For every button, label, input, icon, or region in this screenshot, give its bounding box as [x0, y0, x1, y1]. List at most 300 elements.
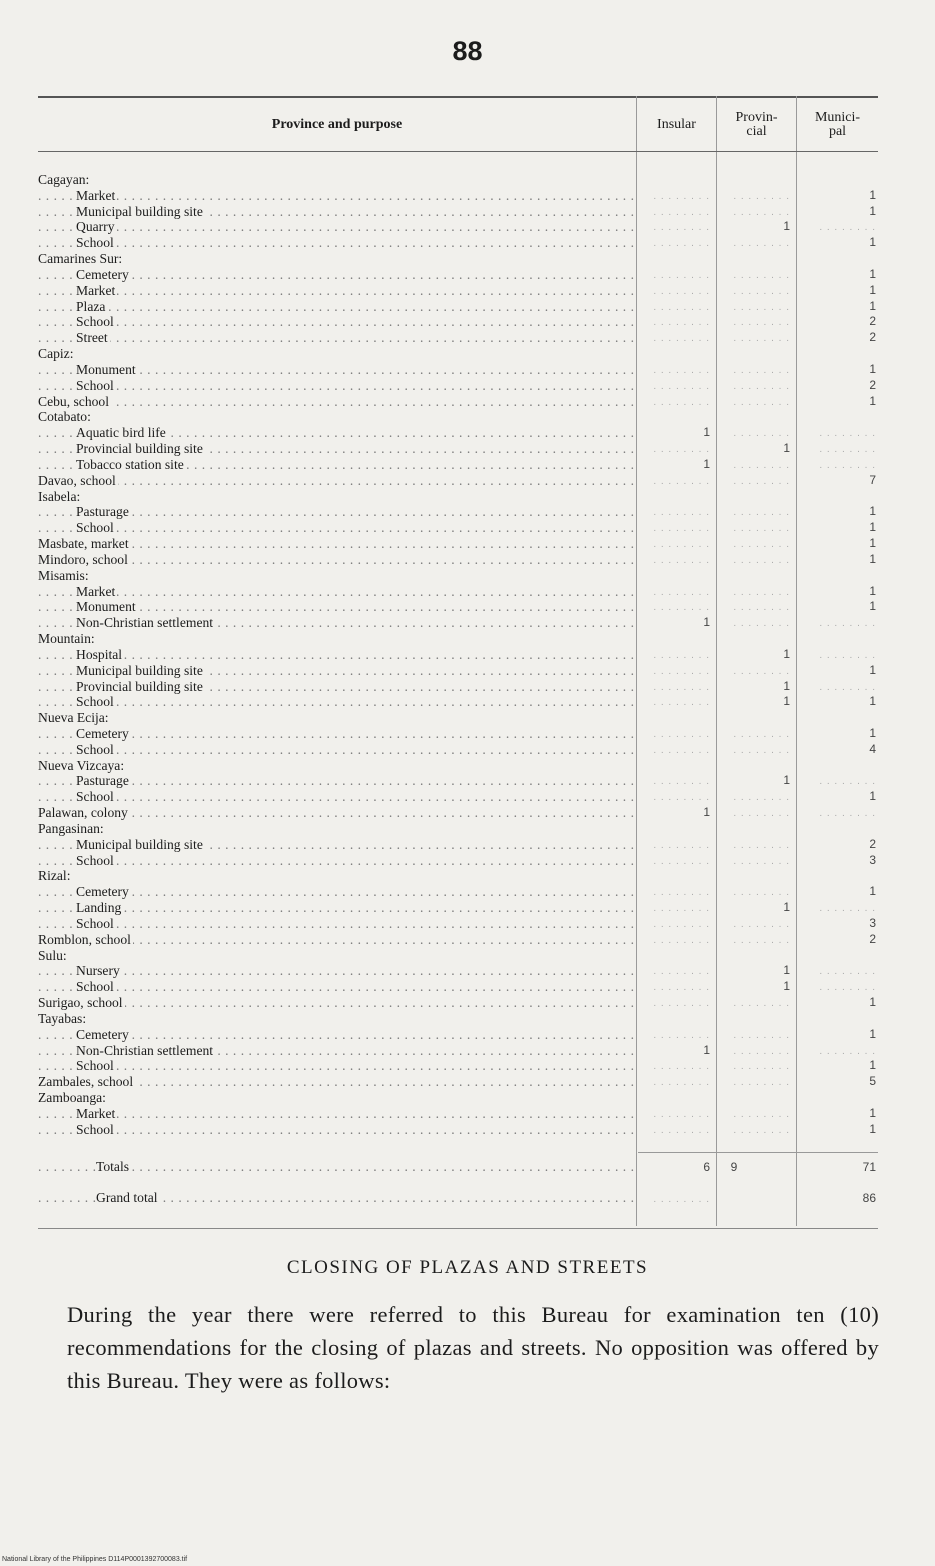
table-row — [38, 789, 878, 805]
row-label: Municipal building site — [76, 836, 203, 852]
row-label-cell — [38, 1074, 634, 1090]
cell-insular: . . . . . . . . — [653, 855, 710, 867]
row-label: Municipal building site — [76, 662, 203, 678]
row-label: Masbate, market — [38, 536, 129, 552]
cell-municipal: 1 — [869, 187, 876, 202]
cell-municipal: 2 — [869, 330, 876, 345]
cell-provincial: . . . . . . . . — [733, 554, 790, 566]
cell-insular: . . . . . . . . — [653, 681, 710, 693]
cell-insular: 1 — [703, 805, 710, 820]
cell-insular: . . . . . . . . — [653, 523, 710, 535]
cell-insular: . . . . . . . . — [653, 1108, 710, 1120]
table-row — [38, 520, 878, 536]
row-label-cell — [38, 758, 634, 774]
row-label: School — [76, 979, 114, 995]
cell-municipal: 1 — [869, 694, 876, 709]
row-label-cell — [38, 504, 634, 520]
cell-insular: . . . . . . . . — [653, 998, 710, 1010]
cell-municipal: 1 — [869, 1026, 876, 1041]
cell-provincial: . . . . . . . . — [733, 539, 790, 551]
header-provincial-line2: cial — [746, 124, 767, 139]
cell-insular: . . . . . . . . — [653, 792, 710, 804]
cell-provincial: . . . . . . . . — [733, 934, 790, 946]
row-label-cell — [38, 1011, 634, 1027]
cell-provincial: 1 — [783, 441, 790, 456]
table-row — [38, 1027, 878, 1043]
table-row — [38, 837, 878, 853]
row-label-cell — [38, 362, 634, 378]
table-row — [38, 1090, 878, 1106]
cell-municipal: 2 — [869, 836, 876, 851]
cell-municipal: 1 — [869, 995, 876, 1010]
table-row — [38, 979, 878, 995]
cell-insular: . . . . . . . . — [653, 1124, 710, 1136]
row-label-cell — [38, 204, 634, 220]
row-label-cell — [38, 710, 634, 726]
cell-insular: . . . . . . . . — [653, 238, 710, 250]
header-province-label: Province and purpose — [271, 117, 403, 132]
table-row — [38, 1122, 878, 1138]
row-label: Quarry — [76, 219, 115, 235]
row-label-cell — [38, 1122, 634, 1138]
row-label-cell — [38, 821, 634, 837]
table-row — [38, 267, 878, 283]
cell-provincial: . . . . . . . . — [733, 238, 790, 250]
table-row — [38, 599, 878, 615]
cell-municipal: . . . . . . . . — [819, 1045, 876, 1057]
cell-municipal: 1 — [869, 662, 876, 677]
totals-provincial: 9 — [730, 1160, 738, 1174]
table-row — [38, 219, 878, 235]
row-label-cell — [38, 1027, 634, 1043]
row-label: School — [76, 314, 114, 330]
row-label-cell — [38, 1043, 634, 1059]
cell-provincial: . . . . . . . . — [733, 1045, 790, 1057]
cell-provincial: . . . . . . . . — [733, 507, 790, 519]
row-label-cell — [38, 283, 634, 299]
cell-municipal: 1 — [869, 884, 876, 899]
row-label-cell — [38, 441, 634, 457]
cell-municipal: . . . . . . . . — [819, 903, 876, 915]
row-label: Market — [76, 187, 116, 203]
table-row — [38, 314, 878, 330]
cell-municipal: . . . . . . . . — [819, 681, 876, 693]
table-row — [38, 425, 878, 441]
row-label-cell — [38, 694, 634, 710]
cell-insular: . . . . . . . . — [653, 903, 710, 915]
row-label: Cebu, school — [38, 393, 109, 409]
row-label: School — [76, 520, 114, 536]
row-label: Tobacco station site — [76, 456, 184, 472]
cell-municipal: . . . . . . . . — [819, 966, 876, 978]
cell-municipal: 2 — [869, 314, 876, 329]
cell-insular: . . . . . . . . — [653, 665, 710, 677]
table-row — [38, 1043, 878, 1059]
cell-provincial: . . . . . . . . — [733, 1029, 790, 1041]
cell-municipal: 1 — [869, 789, 876, 804]
table-row — [38, 742, 878, 758]
row-label: School — [76, 741, 114, 757]
cell-provincial: . . . . . . . . — [733, 523, 790, 535]
row-label-cell — [38, 726, 634, 742]
cell-provincial: 1 — [783, 694, 790, 709]
table-row — [38, 172, 878, 188]
table-row — [38, 948, 878, 964]
cell-insular: 1 — [703, 1042, 710, 1057]
row-label-cell — [38, 314, 634, 330]
row-label: Cemetery — [76, 725, 129, 741]
cell-provincial: . . . . . . . . — [733, 665, 790, 677]
cell-insular: . . . . . . . . — [653, 918, 710, 930]
header-insular — [637, 100, 716, 150]
row-label-cell — [38, 568, 634, 584]
row-label: Cagayan: — [38, 172, 90, 187]
row-label-cell — [38, 267, 634, 283]
row-label: Plaza — [76, 298, 106, 314]
table-row — [38, 726, 878, 742]
header-municipal-line2: pal — [828, 124, 847, 139]
table-body — [38, 172, 878, 1138]
table-row — [38, 900, 878, 916]
table-row — [38, 394, 878, 410]
cell-provincial: 1 — [783, 646, 790, 661]
cell-municipal: 3 — [869, 915, 876, 930]
row-label: School — [76, 1058, 114, 1074]
cell-provincial: 1 — [783, 678, 790, 693]
row-label-cell — [38, 679, 634, 695]
row-label-cell — [38, 457, 634, 473]
row-label-cell — [38, 742, 634, 758]
table-row — [38, 821, 878, 837]
cell-provincial: 1 — [783, 219, 790, 234]
row-label: School — [76, 377, 114, 393]
table-row — [38, 805, 878, 821]
cell-municipal: 1 — [869, 203, 876, 218]
cell-provincial: . . . . . . . . — [733, 285, 790, 297]
table-row — [38, 457, 878, 473]
row-label: Davao, school — [38, 472, 116, 488]
table-row — [38, 235, 878, 251]
cell-municipal: 3 — [869, 852, 876, 867]
row-label: Pasturage — [76, 773, 129, 789]
cell-insular: . . . . . . . . — [653, 776, 710, 788]
row-label: Mountain: — [38, 631, 95, 647]
cell-insular: . . . . . . . . — [653, 697, 710, 709]
row-label: Market — [76, 583, 116, 599]
row-label-cell — [38, 473, 634, 489]
table-row — [38, 299, 878, 315]
cell-provincial: . . . . . . . . — [733, 728, 790, 740]
row-label-cell — [38, 805, 634, 821]
row-label: Tayabas: — [38, 1010, 87, 1026]
table-row — [38, 441, 878, 457]
row-label: School — [76, 235, 114, 251]
cell-provincial: . . . . . . . . — [733, 317, 790, 329]
cell-municipal: 1 — [869, 266, 876, 281]
row-label-cell — [38, 900, 634, 916]
cell-municipal: . . . . . . . . — [819, 444, 876, 456]
cell-provincial: . . . . . . . . — [733, 586, 790, 598]
table-row — [38, 963, 878, 979]
cell-insular: 1 — [703, 456, 710, 471]
totals-municipal: 71 — [862, 1160, 876, 1174]
cell-provincial: . . . . . . . . — [733, 396, 790, 408]
cell-insular: . . . . . . . . — [653, 364, 710, 376]
row-label: Zambales, school — [38, 1074, 134, 1090]
cell-municipal: . . . . . . . . — [819, 808, 876, 820]
table-row — [38, 615, 878, 631]
cell-municipal: 1 — [869, 235, 876, 250]
row-label-cell — [38, 251, 634, 267]
row-label-cell — [38, 172, 634, 188]
cell-municipal: 2 — [869, 931, 876, 946]
table-row — [38, 1011, 878, 1027]
row-label: School — [76, 1121, 114, 1137]
cell-municipal: 1 — [869, 583, 876, 598]
cell-insular: . . . . . . . . — [653, 1077, 710, 1089]
cell-municipal: . . . . . . . . — [819, 459, 876, 471]
cell-provincial: . . . . . . . . — [733, 428, 790, 440]
cell-insular: . . . . . . . . — [653, 444, 710, 456]
cell-municipal: 1 — [869, 599, 876, 614]
cell-municipal: 5 — [869, 1074, 876, 1089]
cell-insular: . . . . . . . . — [653, 934, 710, 946]
row-label: Pangasinan: — [38, 820, 104, 836]
cell-municipal: 1 — [869, 520, 876, 535]
row-label: Rizal: — [38, 868, 71, 884]
cell-provincial: . . . . . . . . — [733, 380, 790, 392]
row-label: Nursery — [76, 963, 120, 979]
cell-municipal: 1 — [869, 1105, 876, 1120]
row-label-cell — [38, 584, 634, 600]
table-row — [38, 694, 878, 710]
cell-provincial: 1 — [783, 979, 790, 994]
cell-insular: . . . . . . . . — [653, 887, 710, 899]
cell-insular: . . . . . . . . — [653, 396, 710, 408]
cell-provincial: . . . . . . . . — [733, 333, 790, 345]
grand-total-label: Grand total — [96, 1190, 158, 1205]
header-rule — [38, 151, 878, 152]
cell-provincial: . . . . . . . . — [733, 1061, 790, 1073]
totals-insular: 6 — [703, 1160, 710, 1174]
cell-municipal: 4 — [869, 741, 876, 756]
row-label: Aquatic bird life — [76, 425, 166, 441]
table-row — [38, 536, 878, 552]
table-row — [38, 504, 878, 520]
cell-insular: . . . . . . . . — [653, 222, 710, 234]
cell-insular: . . . . . . . . — [653, 586, 710, 598]
cell-insular: 1 — [703, 425, 710, 440]
table-row — [38, 663, 878, 679]
row-label-cell — [38, 394, 634, 410]
cell-insular: . . . . . . . . — [653, 333, 710, 345]
row-label: Sulu: — [38, 947, 67, 963]
table-row — [38, 853, 878, 869]
cell-provincial: . . . . . . . . — [733, 459, 790, 471]
header-province-and-purpose — [38, 100, 636, 150]
cell-municipal: 7 — [869, 472, 876, 487]
cell-provincial: . . . . . . . . — [733, 808, 790, 820]
row-label: Isabela: — [38, 488, 81, 504]
table-row — [38, 932, 878, 948]
row-label-cell — [38, 188, 634, 204]
table-row — [38, 868, 878, 884]
header-insular-label: Insular — [657, 117, 696, 132]
cell-municipal: . . . . . . . . — [819, 776, 876, 788]
cell-insular: . . . . . . . . — [653, 269, 710, 281]
cell-insular: . . . . . . . . — [653, 602, 710, 614]
cell-provincial: . . . . . . . . — [733, 918, 790, 930]
cell-insular: . . . . . . . . — [653, 190, 710, 202]
cell-provincial: . . . . . . . . — [733, 792, 790, 804]
table-row — [38, 584, 878, 600]
cell-insular: . . . . . . . . — [653, 554, 710, 566]
row-label: Hospital — [76, 646, 123, 662]
row-label-cell — [38, 1058, 634, 1074]
row-label-cell — [38, 536, 634, 552]
grand-total-row — [38, 1189, 878, 1207]
cell-insular: . . . . . . . . — [653, 475, 710, 487]
cell-provincial: . . . . . . . . — [733, 269, 790, 281]
cell-provincial: . . . . . . . . — [733, 190, 790, 202]
row-label-cell — [38, 1106, 634, 1122]
row-label: Cemetery — [76, 884, 129, 900]
table-row — [38, 916, 878, 932]
table-row — [38, 647, 878, 663]
row-label: Palawan, colony — [38, 805, 128, 821]
cell-insular: . . . . . . . . — [653, 966, 710, 978]
row-label-cell — [38, 378, 634, 394]
row-label-cell — [38, 963, 634, 979]
cell-insular: . . . . . . . . — [653, 285, 710, 297]
row-label-cell — [38, 773, 634, 789]
cell-municipal: 1 — [869, 1058, 876, 1073]
row-label: Monument — [76, 599, 136, 615]
row-label: Cemetery — [76, 1026, 129, 1042]
row-label: Pasturage — [76, 504, 129, 520]
cell-municipal: . . . . . . . . — [819, 649, 876, 661]
cell-municipal: 1 — [869, 536, 876, 551]
cell-provincial: . . . . . . . . — [733, 206, 790, 218]
cell-insular: . . . . . . . . — [653, 507, 710, 519]
totals-rule — [638, 1152, 878, 1153]
row-label: Municipal building site — [76, 203, 203, 219]
totals-label: Totals — [96, 1159, 130, 1174]
table-row — [38, 631, 878, 647]
footer-caption: National Library of the Philippines D114P0001392700083.tif — [2, 1556, 188, 1563]
row-label: School — [76, 852, 114, 868]
cell-insular: . . . . . . . . — [653, 301, 710, 313]
cell-insular: . . . . . . . . — [653, 839, 710, 851]
cell-insular: . . . . . . . . — [653, 649, 710, 661]
table-row — [38, 409, 878, 425]
row-label-cell — [38, 663, 634, 679]
row-label: Non-Christian settlement — [76, 615, 214, 631]
cell-provincial: . . . . . . . . — [733, 475, 790, 487]
row-label: Street — [76, 330, 108, 346]
cell-provincial: . . . . . . . . — [733, 887, 790, 899]
grand-total-label-cell — [38, 1189, 634, 1207]
cell-provincial: 1 — [783, 900, 790, 915]
row-label: Camarines Sur: — [38, 251, 123, 267]
row-label: Cotabato: — [38, 409, 91, 425]
row-label: Misamis: — [38, 567, 89, 583]
cell-municipal: . . . . . . . . — [819, 222, 876, 234]
cell-insular: . . . . . . . . — [653, 317, 710, 329]
table-row — [38, 710, 878, 726]
cell-municipal: 1 — [869, 361, 876, 376]
cell-insular: . . . . . . . . — [653, 1029, 710, 1041]
row-label-cell — [38, 330, 634, 346]
table-row — [38, 188, 878, 204]
row-label: School — [76, 915, 114, 931]
row-label-cell — [38, 489, 634, 505]
row-label-cell — [38, 948, 634, 964]
cell-provincial: 1 — [783, 963, 790, 978]
cell-provincial: . . . . . . . . — [733, 1108, 790, 1120]
row-label-cell — [38, 552, 634, 568]
cell-insular: . . . . . . . . — [653, 539, 710, 551]
table-row — [38, 378, 878, 394]
table-row — [38, 758, 878, 774]
row-label-cell — [38, 647, 634, 663]
row-label-cell — [38, 789, 634, 805]
cell-insular: 1 — [703, 615, 710, 630]
row-label: Provincial building site — [76, 678, 203, 694]
table-row — [38, 362, 878, 378]
cell-insular: . . . . . . . . — [653, 1061, 710, 1073]
row-label-cell — [38, 932, 634, 948]
row-label: Capiz: — [38, 346, 74, 362]
cell-insular: . . . . . . . . — [653, 982, 710, 994]
header-municipal — [797, 100, 878, 150]
row-label: Nueva Vizcaya: — [38, 757, 125, 773]
cell-provincial: . . . . . . . . — [733, 855, 790, 867]
table-row — [38, 204, 878, 220]
cell-provincial: 1 — [783, 773, 790, 788]
cell-provincial: . . . . . . . . — [733, 1124, 790, 1136]
row-label: School — [76, 694, 114, 710]
cell-municipal: . . . . . . . . — [819, 982, 876, 994]
table-row — [38, 489, 878, 505]
table-row — [38, 552, 878, 568]
table-row — [38, 251, 878, 267]
cell-provincial: . . . . . . . . — [733, 839, 790, 851]
header-provincial — [717, 100, 796, 150]
table-row — [38, 330, 878, 346]
cell-provincial: . . . . . . . . — [733, 602, 790, 614]
cell-insular: . . . . . . . . — [653, 728, 710, 740]
row-label-cell — [38, 299, 634, 315]
header-provincial-line1: Provin- — [735, 110, 778, 125]
row-label: Romblon, school — [38, 931, 131, 947]
table-row — [38, 568, 878, 584]
row-label: Non-Christian settlement — [76, 1042, 214, 1058]
row-label: Landing — [76, 900, 122, 916]
table-row — [38, 346, 878, 362]
row-label: Surigao, school — [38, 995, 123, 1011]
table-row — [38, 1058, 878, 1074]
row-label-cell — [38, 520, 634, 536]
totals-row — [38, 1158, 878, 1176]
row-label-cell — [38, 235, 634, 251]
cell-municipal: 1 — [869, 282, 876, 297]
cell-municipal: 1 — [869, 1121, 876, 1136]
totals-label-cell — [38, 1158, 634, 1176]
cell-provincial: . . . . . . . . — [733, 301, 790, 313]
row-label-cell — [38, 1090, 634, 1106]
table-row — [38, 1106, 878, 1122]
